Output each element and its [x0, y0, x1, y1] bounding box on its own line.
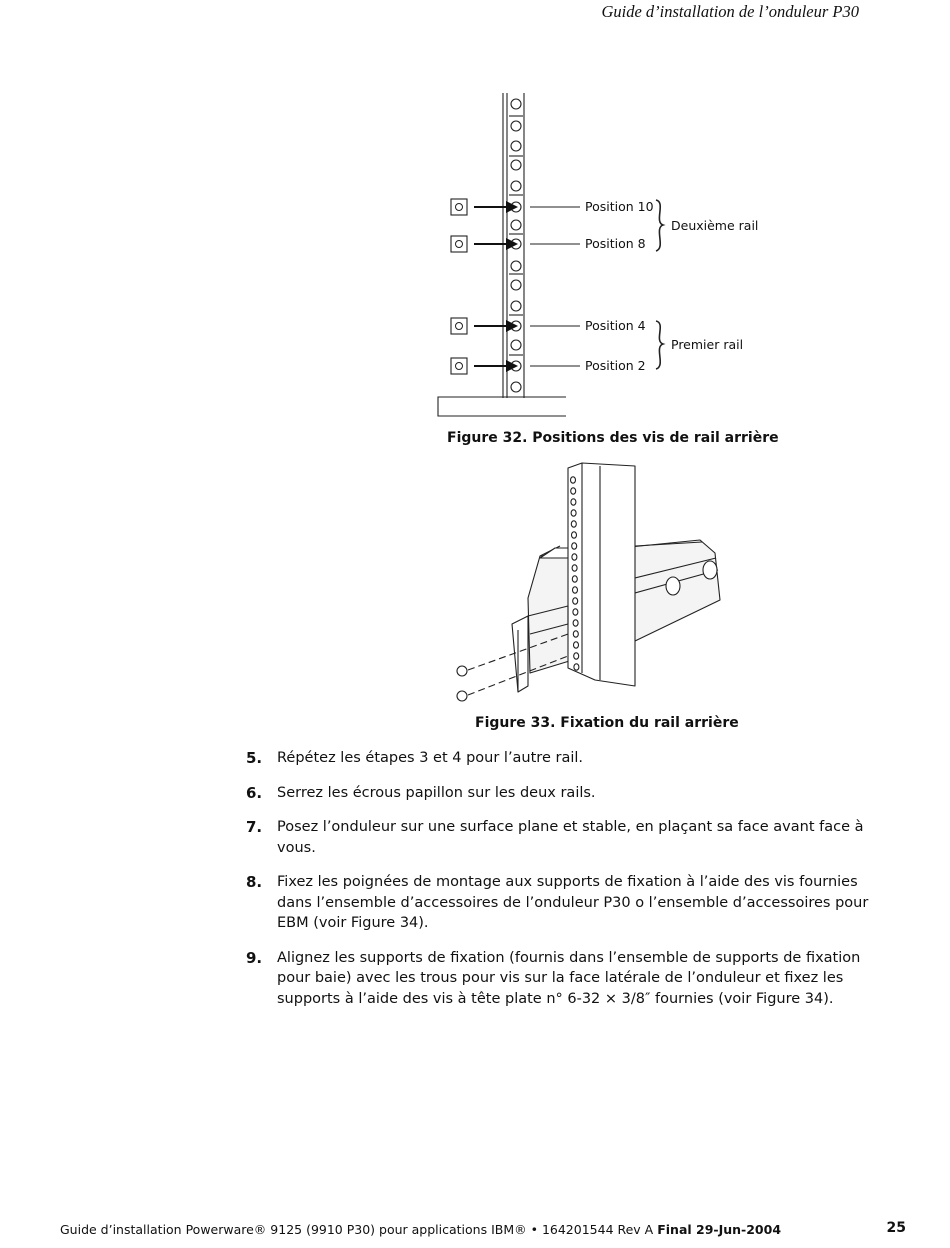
step-6	[246, 783, 886, 804]
step-text: Répétez les étapes 3 et 4 pour l’autre rail.	[277, 750, 583, 766]
label-position-10: Position 10	[585, 199, 654, 214]
label-position-4: Position 4	[585, 318, 646, 333]
step-text: Fixez les poignées de montage aux supports de fixation à l’aide des vis fournies dans l’ensemble d’accessoires de l’onduleur P30 o l’ensemble d’accessoires pour EBM (voir Figure 34).	[277, 874, 869, 931]
step-number: 9.	[246, 948, 263, 967]
page-number: 25	[886, 1220, 906, 1236]
step-number: 6.	[246, 783, 263, 802]
step-number: 8.	[246, 873, 263, 891]
step-text: Posez l’onduleur sur une surface plane et stable, en plaçant sa face avant face à vous.	[277, 819, 864, 856]
footer-text: Guide d’installation Powerware® 9125 (9910 P30) pour applications IBM® • 164201544 Rev A	[60, 1222, 658, 1237]
label-first-rail: Premier rail	[671, 337, 744, 352]
step-9	[246, 948, 886, 1010]
leader-lines	[530, 207, 580, 366]
rack-hole	[511, 301, 521, 311]
running-header: Guide d’installation de l’onduleur P30	[601, 2, 859, 21]
page-footer	[60, 1222, 781, 1237]
rack-hole	[511, 261, 521, 271]
rack-hole	[511, 340, 521, 350]
brace-icon	[656, 200, 663, 369]
installation-steps	[246, 748, 886, 1023]
rack-hole	[511, 220, 521, 230]
step-5	[246, 748, 886, 769]
step-8	[246, 872, 886, 934]
screw-arrow-icon	[451, 199, 518, 215]
figure-33-caption: Figure 33. Fixation du rail arrière	[475, 715, 739, 731]
label-position-2: Position 2	[585, 358, 646, 373]
rack-hole	[511, 121, 521, 131]
step-text: Alignez les supports de fixation (fournis dans l’ensemble de supports de fixation pour baie) avec les trous pour vis sur la face latérale de l’onduleur et fixez les supports à l’aide des vis à tête plate n° 6-32 × 3/8″ fournies (voir Figure 34).	[277, 949, 861, 1007]
figure-32-caption: Figure 32. Positions des vis de rail arrière	[447, 430, 779, 446]
rack-hole	[511, 141, 521, 151]
footer-final-date: Final 29-Jun-2004	[657, 1222, 782, 1237]
screw-arrow-icon	[451, 358, 518, 374]
label-second-rail: Deuxième rail	[671, 218, 759, 233]
step-text: Serrez les écrous papillon sur les deux rails.	[277, 784, 596, 801]
screw-arrow-icon	[451, 318, 518, 334]
screw-icon	[457, 666, 467, 701]
base-plate	[438, 397, 566, 416]
step-7	[246, 817, 886, 858]
figure-33-rear-rail-fixing	[440, 458, 740, 708]
rack-upright	[568, 463, 635, 686]
step-number: 5.	[246, 749, 263, 767]
rack-hole	[511, 99, 521, 109]
label-position-8: Position 8	[585, 236, 646, 251]
rack-hole	[511, 382, 521, 392]
screw-arrow-icon	[451, 236, 518, 252]
rack-hole	[511, 181, 521, 191]
step-number: 7.	[246, 818, 263, 836]
rack-hole	[511, 280, 521, 290]
figure-32-rail-screw-positions	[430, 88, 770, 423]
rack-hole	[511, 160, 521, 170]
